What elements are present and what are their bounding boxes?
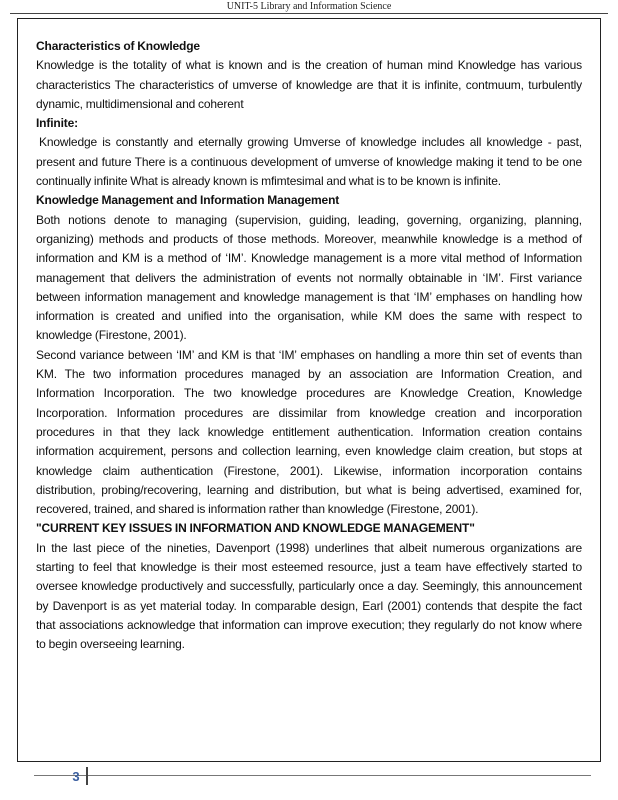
paragraph-km-im-2: Second variance between ‘IM’ and KM is that ‘IM’ emphases on handling a more thin set of events than KM. The two information procedures managed by an association are Information Creation, and Information Incorporation. The two knowledge procedures are Knowledge Creation, Knowledge Incorporation. Information procedures are dissimilar from knowledge creation and incorporation procedures in that they lack knowledge entitlement authentication. Information creation contains information acquirement, persons and collection learning, even knowledge claim creation, but stops at knowledge claim authentication (Firestone, 2001). Likewise, information incorporation contains distribution, probing/recovering, learning and distribution, but what is being advertised, examined for, recovered, trained, and shared is information rather than knowledge (Firestone, 2001). — [36, 347, 582, 517]
running-header: UNIT-5 Library and Information Science — [10, 0, 608, 14]
page-number: 3 — [72, 769, 80, 784]
footer-rule — [34, 775, 591, 776]
footer-divider — [86, 767, 88, 785]
heading-infinite: Infinite: — [36, 116, 78, 131]
heading-current-issues: "CURRENT KEY ISSUES IN INFORMATION AND KNOWLEDGE MANAGEMENT" — [36, 521, 475, 536]
paragraph-infinite: Knowledge is constantly and eternally growing Umverse of knowledge includes all knowledge - past, present and future There is a continuous development of umverse of knowledge making it tend to be one continually infinite What is already known is mfimtesimal and what is to be known is infinite. — [36, 135, 582, 189]
heading-km-im: Knowledge Management and Information Management — [36, 193, 340, 208]
paragraph-km-im-1: Both notions denote to managing (supervision, guiding, leading, governing, organizing, planning, organizing) methods and products of those methods. Moreover, meanwhile knowledge is a method of information and KM is a method of ‘IM’. Knowledge management is a more vital method of Information management that delivers the administration of events not normally obtainable in ‘IM’. First variance between information management and knowledge management is that ‘IM’ emphases on handling how information is created and unified into the organisation, while KM does the same with respect to knowledge (Firestone, 2001). — [36, 212, 582, 343]
paragraph-characteristics: Knowledge is the totality of what is known and is the creation of human mind Knowledge has various characteristics The characteristics of umverse of knowledge are that it is infinite, contmuum, turbulently dynamic, multidimensional and coherent — [36, 58, 582, 111]
heading-characteristics: Characteristics of Knowledge — [36, 39, 200, 53]
page-body — [36, 37, 582, 655]
paragraph-current-issues: In the last piece of the nineties, Davenport (1998) underlines that albeit numerous organizations are starting to feel that knowledge is their most esteemed resource, just a team have effectively started to oversee knowledge productively and successfully, particularly once a day. Seemingly, this announcement by Davenport is as yet material today. In comparable design, Earl (2001) contends that despite the fact that associations acknowledge that information can improve execution; they regularly do not know where to begin overseeing learning. — [36, 540, 582, 652]
